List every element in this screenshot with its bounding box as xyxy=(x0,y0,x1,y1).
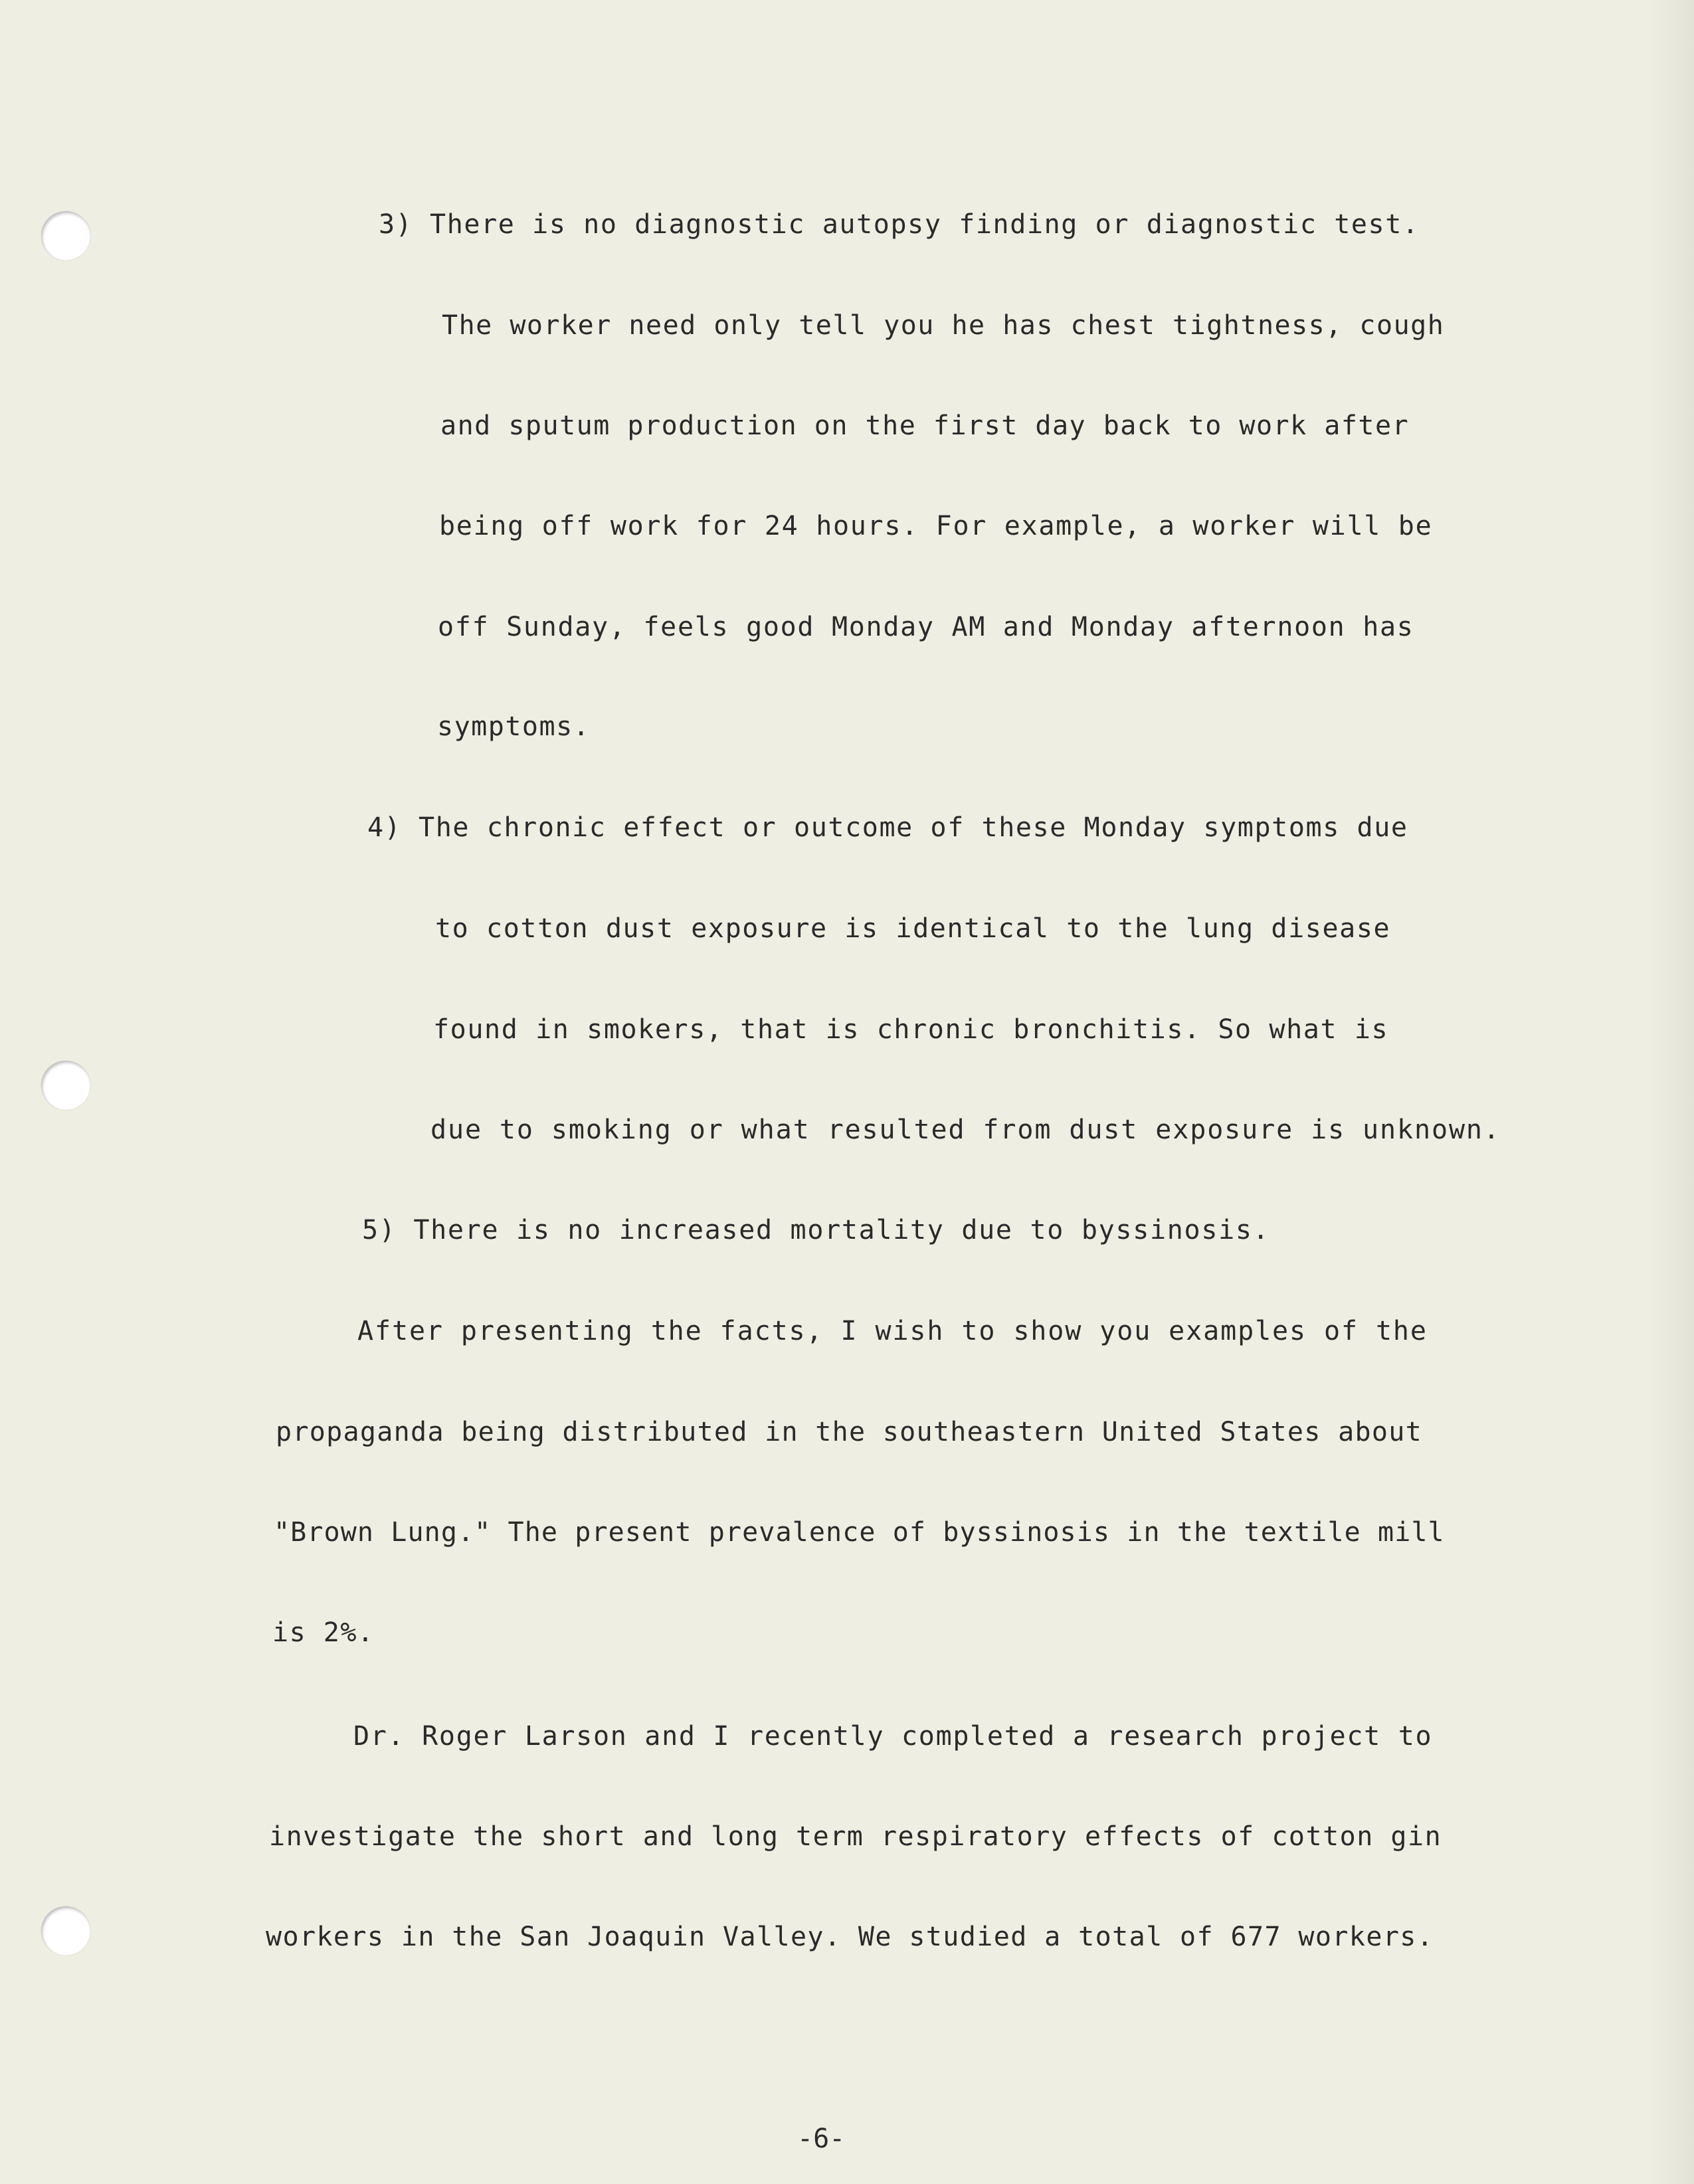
text-line: Dr. Roger Larson and I recently completed a research project to xyxy=(353,1721,1433,1752)
binder-hole-bottom xyxy=(41,1906,90,1956)
text-line: and sputum production on the first day back to work after xyxy=(440,410,1410,441)
page-edge-shadow xyxy=(1647,0,1694,2184)
text-line: "Brown Lung." The present prevalence of byssinosis in the textile mill xyxy=(274,1517,1445,1548)
text-line: symptoms. xyxy=(437,711,591,742)
page-number: -6- xyxy=(797,2124,846,2154)
text-line: The worker need only tell you he has chest tightness, cough xyxy=(442,310,1445,341)
text-line: off Sunday, feels good Monday AM and Monday afternoon has xyxy=(438,612,1414,642)
text-line: investigate the short and long term respiratory effects of cotton gin xyxy=(269,1821,1442,1852)
binder-hole-middle xyxy=(41,1061,90,1110)
text-line: 5) There is no increased mortality due to byssinosis. xyxy=(362,1215,1270,1245)
text-line: being off work for 24 hours. For example, a worker will be xyxy=(439,511,1433,541)
binder-hole-top xyxy=(41,211,90,260)
text-line: 4) The chronic effect or outcome of these Monday symptoms due xyxy=(367,812,1408,843)
text-line: due to smoking or what resulted from dust exposure is unknown. xyxy=(430,1115,1501,1145)
text-line: workers in the San Joaquin Valley. We studied a total of 677 workers. xyxy=(266,1922,1434,1952)
text-line: is 2%. xyxy=(272,1617,375,1648)
text-line: propaganda being distributed in the southeastern United States about xyxy=(276,1417,1422,1447)
text-line: found in smokers, that is chronic bronchitis. So what is xyxy=(433,1014,1389,1045)
text-line: 3) There is no diagnostic autopsy finding or diagnostic test. xyxy=(379,209,1420,240)
text-line: After presenting the facts, I wish to show you examples of the xyxy=(357,1316,1428,1346)
text-line: to cotton dust exposure is identical to the lung disease xyxy=(435,913,1391,944)
